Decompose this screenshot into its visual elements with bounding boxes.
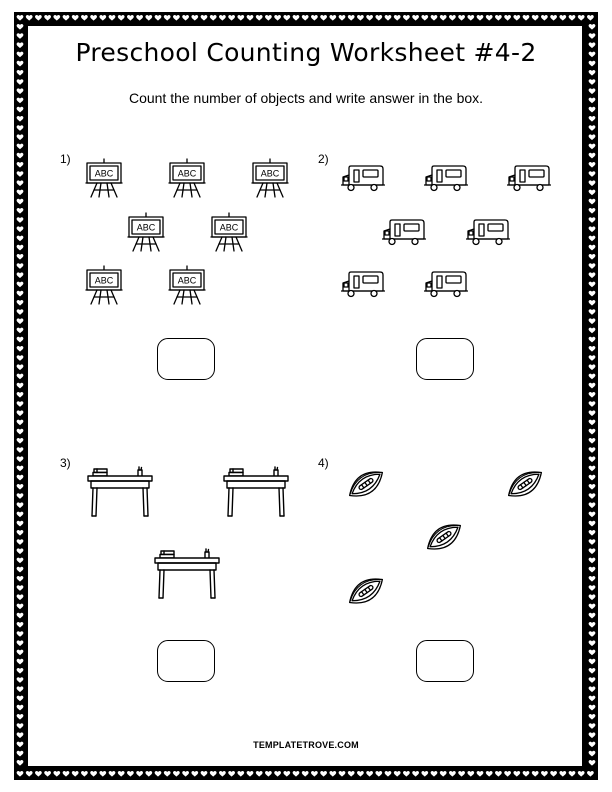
rv-camper-icon-7 — [424, 269, 468, 304]
question-number-1: 1) — [60, 152, 71, 166]
rv-camper-icon-3 — [507, 163, 551, 198]
footer-site: TEMPLATETROVE.COM — [253, 740, 359, 750]
page-title: Preschool Counting Worksheet #4-2 — [75, 38, 537, 67]
answer-box-2[interactable] — [416, 338, 474, 380]
easel-chalkboard-icon-6 — [84, 265, 124, 310]
svg-text:ABC: ABC — [219, 222, 239, 233]
school-desk-icon-2 — [222, 466, 290, 523]
easel-chalkboard-icon-3 — [250, 158, 290, 203]
easel-chalkboard-icon-1 — [84, 158, 124, 203]
easel-chalkboard-icon-2 — [167, 158, 207, 203]
rv-camper-icon-5 — [466, 217, 510, 252]
football-icon-4 — [343, 569, 389, 618]
school-desk-icon-3 — [153, 548, 221, 605]
svg-text:ABC: ABC — [177, 275, 197, 286]
instructions: Count the number of objects and write answer in the box. — [128, 90, 484, 106]
football-icon-3 — [421, 515, 467, 564]
rv-camper-icon-4 — [382, 217, 426, 252]
svg-text:ABC: ABC — [260, 168, 280, 179]
answer-box-3[interactable] — [157, 640, 215, 682]
question-number-3: 3) — [60, 456, 71, 470]
easel-chalkboard-icon-5 — [209, 212, 249, 257]
question-number-4: 4) — [318, 456, 329, 470]
svg-text:ABC: ABC — [177, 168, 197, 179]
easel-chalkboard-icon-4 — [126, 212, 166, 257]
school-desk-icon-1 — [86, 466, 154, 523]
rv-camper-icon-6 — [341, 269, 385, 304]
worksheet-frame — [26, 24, 584, 768]
rv-camper-icon-2 — [424, 163, 468, 198]
answer-box-1[interactable] — [157, 338, 215, 380]
easel-chalkboard-icon-7 — [167, 265, 207, 310]
answer-box-4[interactable] — [416, 640, 474, 682]
football-icon-1 — [343, 462, 389, 511]
football-icon-2 — [502, 462, 548, 511]
rv-camper-icon-1 — [341, 163, 385, 198]
question-number-2: 2) — [318, 152, 329, 166]
svg-text:ABC: ABC — [136, 222, 156, 233]
svg-text:ABC: ABC — [94, 168, 114, 179]
svg-text:ABC: ABC — [94, 275, 114, 286]
